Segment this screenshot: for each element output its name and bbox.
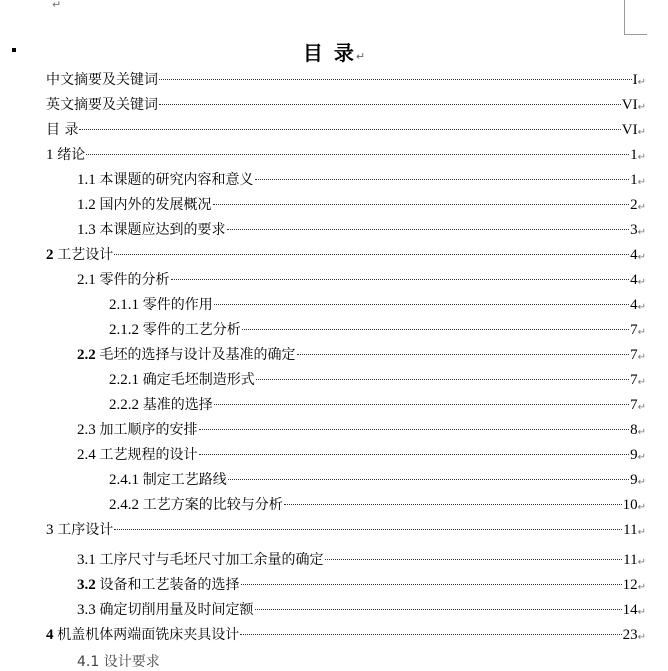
toc-entry[interactable]: [109, 495, 646, 515]
toc-entry-page: 11: [623, 522, 638, 538]
toc-entry-title: 加工顺序的安排: [99, 422, 198, 438]
dot-leader: [86, 154, 629, 155]
toc-entry-title: 英文摘要及关键词: [46, 97, 158, 113]
toc-entry[interactable]: [46, 625, 646, 645]
paragraph-mark-icon: ↵: [637, 607, 646, 618]
toc-entry[interactable]: [77, 550, 646, 570]
toc-entry-title: 绪论: [57, 147, 86, 163]
toc-entry[interactable]: [77, 220, 646, 240]
dot-leader: [228, 479, 629, 480]
toc-entry[interactable]: [109, 370, 646, 390]
dot-leader: [255, 179, 630, 180]
paragraph-mark-icon: ↵: [52, 0, 62, 11]
toc-entry-title: 工序尺寸与毛坯尺寸加工余量的确定: [99, 552, 324, 568]
toc-entry-number: 2.2.1: [109, 372, 143, 388]
paragraph-mark-icon: ↵: [637, 77, 646, 88]
toc-entry[interactable]: [46, 145, 646, 165]
toc-entry[interactable]: [46, 520, 646, 540]
paragraph-mark-icon: ↵: [637, 327, 646, 338]
toc-entry-page: 12: [622, 577, 638, 593]
toc-entry-cut-off: 4.1 设计要求: [77, 654, 160, 670]
toc-entry-number: 2.4.1: [109, 472, 143, 488]
toc-entry[interactable]: [77, 170, 646, 190]
toc-entry-number: 2.2: [77, 347, 100, 363]
toc-entry-title: 工艺方案的比较与分析: [142, 497, 283, 513]
toc-entry-page: 14: [622, 602, 638, 618]
paragraph-mark-icon: ↵: [637, 557, 646, 568]
toc-entry-title: 工艺规程的设计: [99, 447, 198, 463]
toc-entry-page: 7: [630, 372, 638, 388]
dot-leader: [241, 584, 622, 585]
toc-entry-title: 中文摘要及关键词: [46, 72, 158, 88]
toc-entry-title: 本课题的研究内容和意义: [99, 172, 254, 188]
dot-leader: [199, 454, 630, 455]
toc-entry[interactable]: [46, 120, 646, 140]
paragraph-mark-icon: ↵: [637, 102, 646, 113]
paragraph-mark-icon: ↵: [637, 502, 646, 513]
toc-entry-page: 23: [622, 627, 638, 643]
dot-leader: [214, 404, 629, 405]
toc-entry-number: 1.2: [77, 197, 100, 213]
toc-entry-title: 本课题应达到的要求: [99, 222, 226, 238]
toc-entry-number: 1: [46, 147, 58, 163]
paragraph-mark-icon: ↵: [637, 202, 646, 213]
toc-entry-page: 4: [630, 247, 638, 263]
paragraph-mark-icon: ↵: [637, 352, 646, 363]
toc-entry[interactable]: [109, 295, 646, 315]
toc-entry[interactable]: [109, 470, 646, 490]
toc-entry-title: 零件的分析: [99, 272, 170, 288]
dot-leader: [214, 304, 629, 305]
toc-entry-page: VI: [621, 122, 638, 138]
paragraph-mark-icon: ↵: [637, 127, 646, 138]
toc-entry-title: 工序设计: [57, 522, 114, 538]
toc-entry-page: 10: [622, 497, 638, 513]
toc-entry-page: 8: [630, 422, 638, 438]
paragraph-mark-icon: ↵: [637, 252, 646, 263]
paragraph-mark-icon: ↵: [637, 477, 646, 488]
paragraph-mark-icon: ↵: [637, 527, 646, 538]
toc-entry[interactable]: [77, 420, 646, 440]
dot-leader: [256, 379, 629, 380]
toc-entry-page: VI: [621, 97, 638, 113]
toc-entry-title: 毛坯的选择与设计及基准的确定: [99, 347, 296, 363]
paragraph-mark-icon: ↵: [637, 452, 646, 463]
paragraph-mark-icon: ↵: [637, 227, 646, 238]
paragraph-mark-icon: ↵: [637, 302, 646, 313]
toc-entry-page: I: [632, 72, 638, 88]
dot-leader: [240, 634, 621, 635]
dot-leader: [199, 429, 630, 430]
crop-mark-vertical: [624, 0, 625, 22]
toc-entry-number: 2.4.2: [109, 497, 143, 513]
dot-leader: [79, 129, 620, 130]
toc-entry[interactable]: [77, 445, 646, 465]
toc-entry[interactable]: [77, 195, 646, 215]
toc-entry-title: 零件的作用: [142, 297, 213, 313]
paragraph-mark-icon: ↵: [637, 177, 646, 188]
toc-entry-number: 2.1.2: [109, 322, 143, 338]
toc-entry-title: 机盖机体两端面铣床夹具设计: [57, 627, 240, 643]
toc-entry-page: 1: [630, 147, 638, 163]
dot-leader: [297, 354, 630, 355]
toc-entry-number: 2.3: [77, 422, 100, 438]
toc-entry-page: 7: [630, 322, 638, 338]
toc-entry-number: 2.4: [77, 447, 100, 463]
toc-entry-title: 基准的选择: [142, 397, 213, 413]
toc-entry[interactable]: [46, 245, 646, 265]
toc-entry-number: 3: [46, 522, 58, 538]
dot-leader: [213, 204, 630, 205]
dot-leader: [114, 529, 622, 530]
dot-leader: [227, 229, 630, 230]
paragraph-mark-icon: ↵: [637, 632, 646, 643]
dot-leader: [284, 504, 622, 505]
toc-entry[interactable]: [77, 575, 646, 595]
toc-entry-page: 2: [630, 197, 638, 213]
paragraph-mark-icon: ↵: [637, 377, 646, 388]
toc-entry-title: 国内外的发展概况: [99, 197, 212, 213]
dot-leader: [159, 79, 632, 80]
toc-entry-page: 7: [630, 347, 638, 363]
toc-entry-title: 确定毛坯制造形式: [142, 372, 255, 388]
toc-entry-number: 2: [46, 247, 58, 263]
toc-entry-number: 1.1: [77, 172, 100, 188]
toc-entry-page: 9: [630, 447, 638, 463]
toc-entry-number: 3.3: [77, 602, 100, 618]
paragraph-mark-icon: ↵: [355, 50, 366, 63]
toc-entry[interactable]: [109, 320, 646, 340]
paragraph-mark-icon: ↵: [637, 582, 646, 593]
toc-entry-page: 11: [623, 552, 638, 568]
toc-entry-number: 1.3: [77, 222, 100, 238]
toc-entry-title: 工艺设计: [57, 247, 114, 263]
crop-mark-corner: [624, 22, 647, 35]
toc-entry[interactable]: [109, 395, 646, 415]
toc-entry-number: 3.1: [77, 552, 100, 568]
paragraph-mark-icon: ↵: [637, 152, 646, 163]
toc-entry-number: 2.2.2: [109, 397, 143, 413]
dot-leader: [242, 329, 629, 330]
paragraph-mark-icon: ↵: [637, 427, 646, 438]
toc-entry-page: 1: [630, 172, 638, 188]
dot-leader: [159, 104, 621, 105]
toc-entry[interactable]: [77, 270, 646, 290]
page-title: [0, 37, 668, 66]
paragraph-mark-icon: ↵: [637, 277, 646, 288]
toc-entry-page: 3: [630, 222, 638, 238]
toc-entry-number: 3.2: [77, 577, 100, 593]
toc-entry-title: 制定工艺路线: [142, 472, 227, 488]
title-text: 目 录: [302, 41, 356, 65]
toc-entry-title: 确定切削用量及时间定额: [99, 602, 254, 618]
dot-leader: [114, 254, 629, 255]
toc-entry-page: 9: [630, 472, 638, 488]
dot-leader: [171, 279, 630, 280]
dot-leader: [325, 559, 623, 560]
toc-entry[interactable]: [77, 345, 646, 365]
toc-entry-page: 4: [630, 272, 638, 288]
toc-entry-page: 7: [630, 397, 638, 413]
toc-entry-title: 目 录: [46, 122, 79, 138]
toc-entry-number: 4: [46, 627, 58, 643]
toc-entry[interactable]: [77, 600, 646, 620]
toc-entry[interactable]: [46, 70, 646, 90]
paragraph-mark-icon: ↵: [637, 402, 646, 413]
toc-entry-number: 2.1.1: [109, 297, 143, 313]
toc-entry-page: 4: [630, 297, 638, 313]
toc-entry-number: 2.1: [77, 272, 100, 288]
toc-entry[interactable]: [46, 95, 646, 115]
dot-leader: [255, 609, 622, 610]
toc-entry-title: 设备和工艺装备的选择: [99, 577, 240, 593]
toc-entry-title: 零件的工艺分析: [142, 322, 241, 338]
